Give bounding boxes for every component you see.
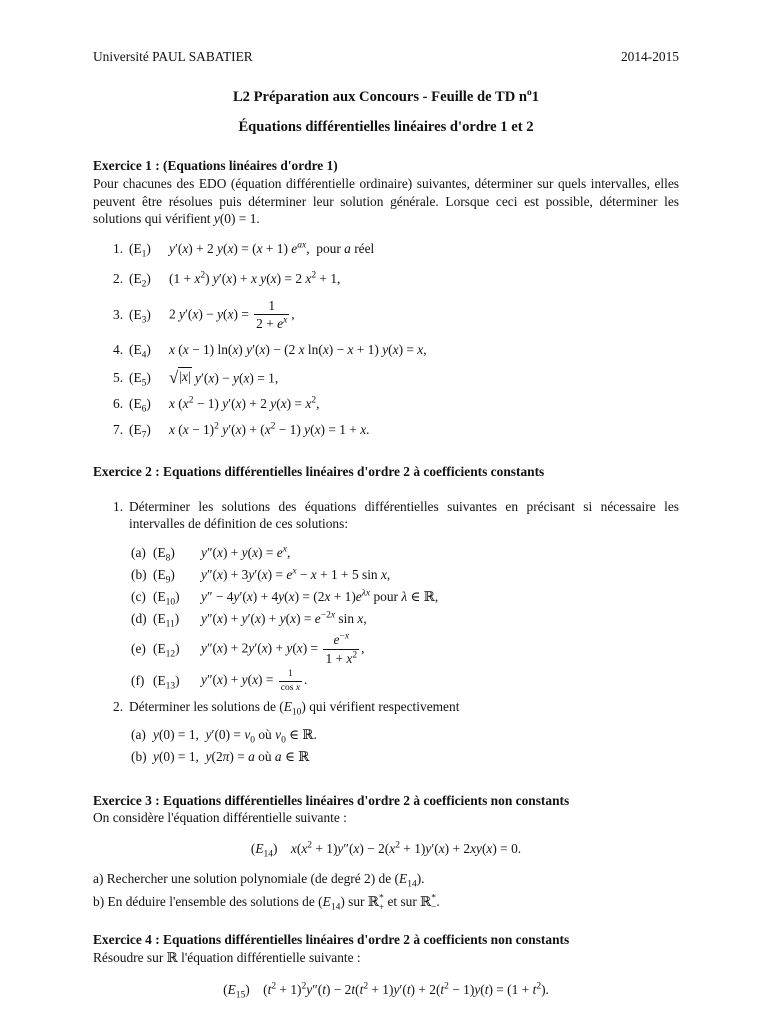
list-item: (c) $(E_{10})$ $y'' - 4y'(x) + 4y(x) = (2x + 1)e^{\lambda x}$ pour λ ∈ ℝ, [131, 588, 439, 608]
exercise-2-q1-list [113, 542, 679, 694]
academic-year: 2014-2015 [620, 49, 679, 64]
exercise-2-question-1: 1. Déterminer les solutions des équations différentielles suivantes en précisant si nécessaire les intervalles de définition de ces solutions: (a) $(E_8)$ $y''(x) + y(x) = e^x$, (b) $(E_9)$ $y''(x) + 3y'(x) = e^x - x + 1 + 5$ sin x, (c) $(E_{10})$ $y'' - 4y'(x) + 4y(x) = (2x + 1)e^{\lambda x}$ pour λ ∈ ℝ, (d) $(E_{11})$ $y''(x) + y'(x) + y(x) = e^{-2x}$ sin x, (e) $(E_{12})$ y″(x) + 2y′(x) + y(x) = $\frac{e^{-x}}{1 + x^2}$ , (f) $(E_{13})$ y″(x) + y(x) = $\frac{1}{\text{cos x}}$ . [113, 498, 679, 693]
list-item: (b) y(0) = 1, y(2π) = a où a ∈ ℝ [131, 748, 310, 764]
university-name: Université PAUL SABATIER [93, 49, 253, 64]
list-item: 7. $(E_7)$ x $(x - 1)^2$ $y'(x) + (x^2 - 1) y(x) = 1 + x$. [113, 421, 370, 441]
list-item: 6. $(E_6)$ x $(x^2 - 1) y'(x) + 2$ $y(x) = x^2$, [113, 395, 320, 415]
list-item: 3. $(E_3)$ 2 y′(x) − y(x) = $\frac{1}{2 + e^x}$ , [113, 297, 295, 332]
exercise-4 [93, 931, 679, 1001]
exercise-2 [93, 463, 679, 768]
exercise-4-heading: Exercice 4 : Equations différentielles linéaires d'ordre 2 à coefficients non constants [93, 932, 570, 948]
sheet-title: L2 Préparation aux Concours - Feuille de TD $n^o1$ [232, 87, 540, 105]
header [93, 48, 679, 66]
sheet-subtitle: Équations différentielles linéaires d'ordre 1 et 2 [238, 118, 534, 135]
exercise-3-part-b: b) En déduire l'ensemble des solutions de $(E_{14})$ sur ℝ*$_+$ et sur ℝ*$_-$. [93, 893, 440, 914]
list-item: (f) $(E_{13})$ y″(x) + y(x) = $\frac{1}{\text{cos x}}$ . [131, 668, 308, 693]
exercise-2-heading: Exercice 2 : Equations différentielles linéaires d'ordre 2 à coefficients constants [93, 463, 545, 479]
list-item: 5. $(E_5)$ √ |x| y′(x) − y(x) = 1, [113, 367, 279, 389]
document-page [93, 48, 679, 1001]
list-item: (a) $(E_8)$ $y''(x) + y(x) = e^x$, [131, 544, 291, 564]
exercise-1 [93, 157, 679, 443]
list-item: (d) $(E_{11})$ $y''(x) + y'(x) + y(x) = e^{-2x}$ sin x, [131, 610, 367, 630]
exercise-2-q2-list [113, 724, 679, 768]
question-text: Déterminer les solutions de $(E_{10})$ qui vérifient respectivement [129, 699, 460, 718]
list-item: 2. $(E_2)$ $(1 + x^2)$ y′(x) + x y(x) = 2 $x^2 + 1$, [113, 270, 341, 290]
exercise-3 [93, 792, 679, 914]
exercise-4-intro: Résoudre sur ℝ l'équation différentielle suivante : [93, 949, 361, 965]
list-item: (e) $(E_{12})$ y″(x) + 2y′(x) + y(x) = $\frac{e^{-x}}{1 + x^2}$ , [131, 631, 365, 666]
question-text: Déterminer les solutions des équations différentielles suivantes en précisant si nécessaire les intervalles de définition de ces solutions: [129, 498, 679, 532]
exercise-1-list [93, 236, 679, 443]
list-item: 1. $(E_1)$ y′(x) + 2 y(x) = (x + 1) $e^{ax}$, pour a réel [113, 240, 375, 260]
list-item: (a) y(0) = 1, $y'(0) = v_0$ où $v_0$ ∈ ℝ. [131, 726, 317, 746]
equation-e14: $(E_{14})$ $x(x^2 + 1)y''(x) - 2(x^2 + 1)y'(x) + 2xy(x) = 0$. [250, 840, 522, 860]
equation-e15: $(E_{15})$ $(t^2 + 1)^2y''(t) - 2t(t^2 + 1)y'(t) + 2(t^2 - 1)y(t) = (1 + t^2)$. [223, 981, 549, 1001]
exercise-1-intro: Pour chacunes des EDO (équation différentielle ordinaire) suivantes, déterminer sur quels intervalles, elles peuvent être résolues puis déterminer leur solution générale. Lorsque ceci est possible, déterminer les solutions qui vérifient y(0) = 1. [93, 175, 679, 227]
list-item: 4. $(E_4)$ x (x − 1) ln(x) y′(x) − (2 x ln(x) − x + 1) y(x) = x, [113, 341, 427, 361]
exercise-3-intro: On considère l'équation différentielle suivante : [93, 810, 347, 826]
exercise-1-heading: Exercice 1 : (Equations linéaires d'ordre 1) [93, 158, 338, 174]
exercise-2-question-2: 2. Déterminer les solutions de $(E_{10})$ qui vérifient respectivement (a) y(0) = 1, $y'(0) = v_0$ où $v_0$ ∈ ℝ. (b) y(0) = 1, y(2π) = a où a ∈ ℝ [113, 698, 679, 768]
exercise-3-part-a: a) Rechercher une solution polynomiale (de degré 2) de $(E_{14})$. [93, 870, 425, 890]
list-item: (b) $(E_9)$ $y''(x) + 3y'(x) = e^x - x + 1 + 5$ sin x, [131, 566, 391, 586]
exercise-3-heading: Exercice 3 : Equations différentielles linéaires d'ordre 2 à coefficients non constants [93, 792, 570, 808]
